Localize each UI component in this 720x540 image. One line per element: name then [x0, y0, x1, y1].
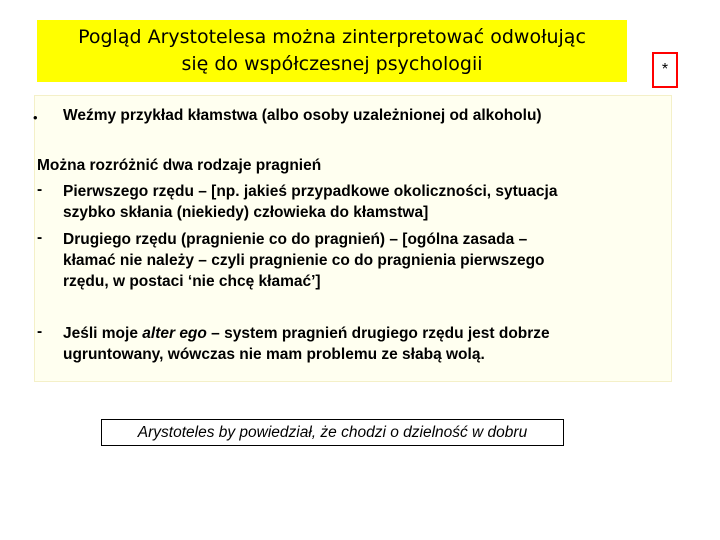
item-3-post: – system pragnień drugiego rzędu jest dobrze — [206, 325, 550, 342]
star-text: * — [661, 61, 669, 78]
item-1-text — [63, 181, 663, 223]
title-line-2: się do współczesnej psychologii — [181, 53, 483, 75]
item-3-dash: - — [37, 323, 43, 340]
bullet-mark: • — [33, 110, 38, 125]
item-1-dash: - — [37, 181, 43, 198]
quote-box — [101, 419, 564, 446]
item-2-line-2: kłamać nie należy – czyli pragnienie co do pragnienia pierwszego — [63, 252, 545, 269]
item-3-pre: Jeśli moje — [63, 325, 143, 342]
item-2-text — [63, 229, 663, 292]
item-3-line-2: ugruntowany, wówczas nie mam problemu ze słabą wolą. — [63, 346, 485, 363]
item-1-line-1: Pierwszego rzędu – [np. jakieś przypadkowe okoliczności, sytuacja — [63, 183, 558, 200]
item-1-line-2: szybko skłania (niekiedy) człowieka do kłamstwa] — [63, 204, 429, 221]
item-3-text — [63, 323, 663, 365]
bullet-text: Weźmy przykład kłamstwa (albo osoby uzależnionej od alkoholu) — [63, 107, 542, 124]
item-2-line-1: Drugiego rzędu (pragnienie co do pragnień) – [ogólna zasada – — [63, 231, 528, 248]
item-3-italic: alter ego — [142, 325, 207, 342]
item-2-line-3: rzędu, w postaci ‘nie chcę kłamać’] — [63, 273, 321, 290]
quote-text: Arystoteles by powiedział, że chodzi o dzielność w dobru — [137, 423, 528, 441]
intro-text: Można rozróżnić dwa rodzaje pragnień — [37, 157, 322, 174]
slide-title — [37, 20, 627, 82]
item-3-line-1 — [63, 323, 663, 344]
item-2-dash: - — [37, 229, 43, 246]
title-line-1: Pogląd Arystotelesa można zinterpretować odwołując — [78, 26, 586, 49]
star-marker — [652, 52, 678, 88]
